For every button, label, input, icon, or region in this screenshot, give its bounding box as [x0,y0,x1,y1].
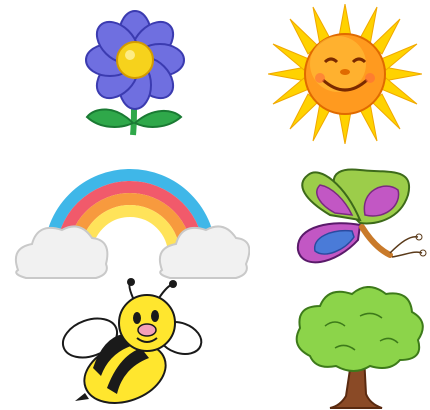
butterfly-icon [290,165,428,275]
sun-icon [268,4,422,144]
bee-icon [55,278,205,406]
tree-icon [290,286,425,410]
rainbow-icon [10,160,250,280]
flower-icon [75,5,195,140]
